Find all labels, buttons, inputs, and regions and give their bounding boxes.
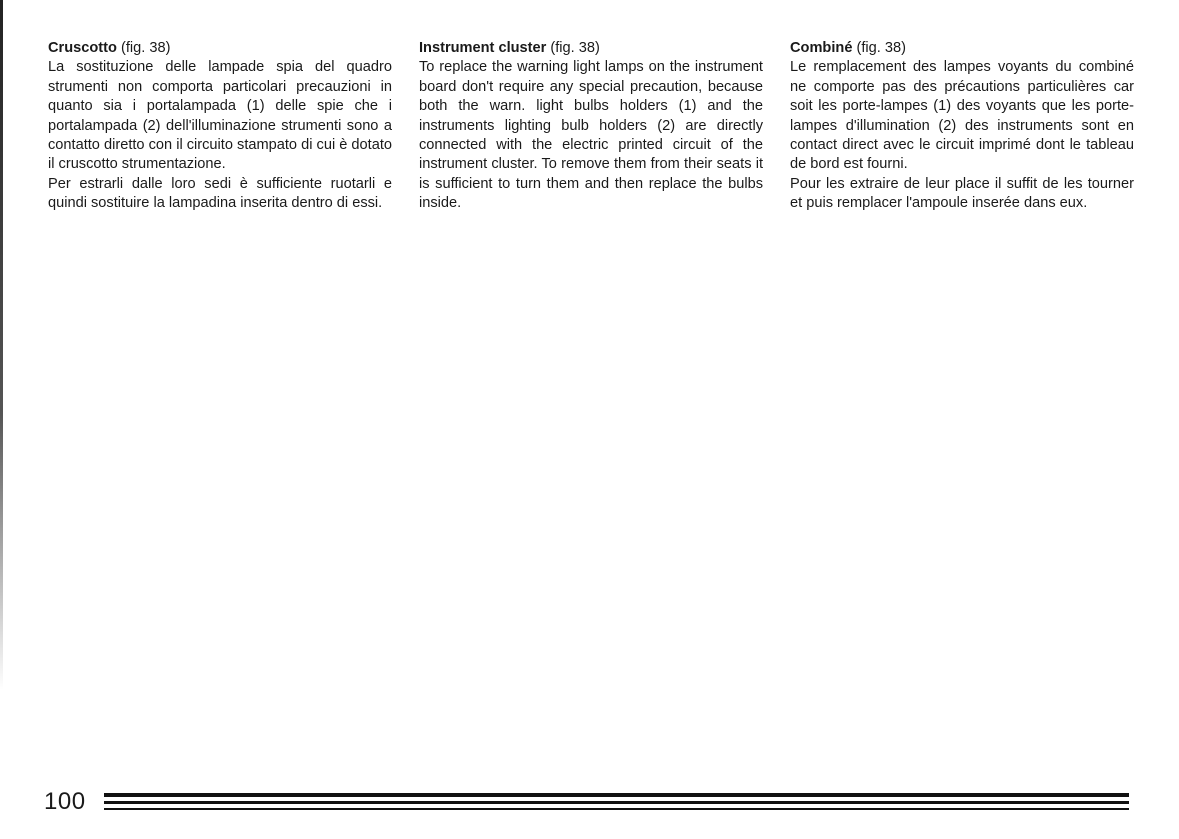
footer-rule bbox=[104, 793, 1129, 797]
section-title: Combiné bbox=[790, 40, 853, 56]
footer-rule bbox=[104, 808, 1129, 810]
section-heading bbox=[790, 39, 1134, 58]
column-english bbox=[419, 39, 763, 214]
column-italian bbox=[48, 39, 392, 214]
page-number: 100 bbox=[44, 788, 86, 815]
paragraph: Per estrarli dalle loro sedi è sufficiente ruotarli e quindi sostituire la lampadina inserita dentro di essi. bbox=[48, 175, 392, 212]
section-heading bbox=[419, 39, 763, 58]
figure-reference: (fig. 38) bbox=[120, 40, 171, 56]
paragraph: Le remplacement des lampes voyants du combiné ne comporte pas des précautions particulières car soit les porte-lampes (1) des voyants que les porte-lampes d'illumination (2) des instruments sont en contact direct avec le circuit imprimé dont le tableau de bord est fourni. bbox=[790, 59, 1134, 173]
paragraph: La sostituzione delle lampade spia del quadro strumenti non comporta particolari precauzioni in quanto sia i portalampada (1) delle spie che i portalampada (2) dell'illuminazione strumenti sono a contatto diretto con il circuito stampato di cui è dotato il cruscotto strumentazione. bbox=[48, 59, 392, 173]
section-heading bbox=[48, 39, 392, 58]
section-title: Instrument cluster bbox=[419, 40, 547, 56]
column-french bbox=[790, 39, 1134, 214]
section-title: Cruscotto bbox=[48, 40, 117, 56]
footer-rule bbox=[104, 801, 1129, 804]
figure-reference: (fig. 38) bbox=[550, 40, 600, 56]
scan-edge bbox=[0, 0, 3, 690]
figure-reference: (fig. 38) bbox=[856, 40, 906, 56]
paragraph: Pour les extraire de leur place il suffit de les tourner et puis remplacer l'ampoule inserée dans eux. bbox=[790, 175, 1134, 212]
paragraph: To replace the warning light lamps on the instrument board don't require any special precaution, because both the warn. light bulbs holders (1) and the instruments lighting bulb holders (2) are directly connected with the electric printed circuit of the instrument cluster. To remove them from their seats it is sufficient to turn them and then replace the bulbs inside. bbox=[419, 59, 763, 212]
